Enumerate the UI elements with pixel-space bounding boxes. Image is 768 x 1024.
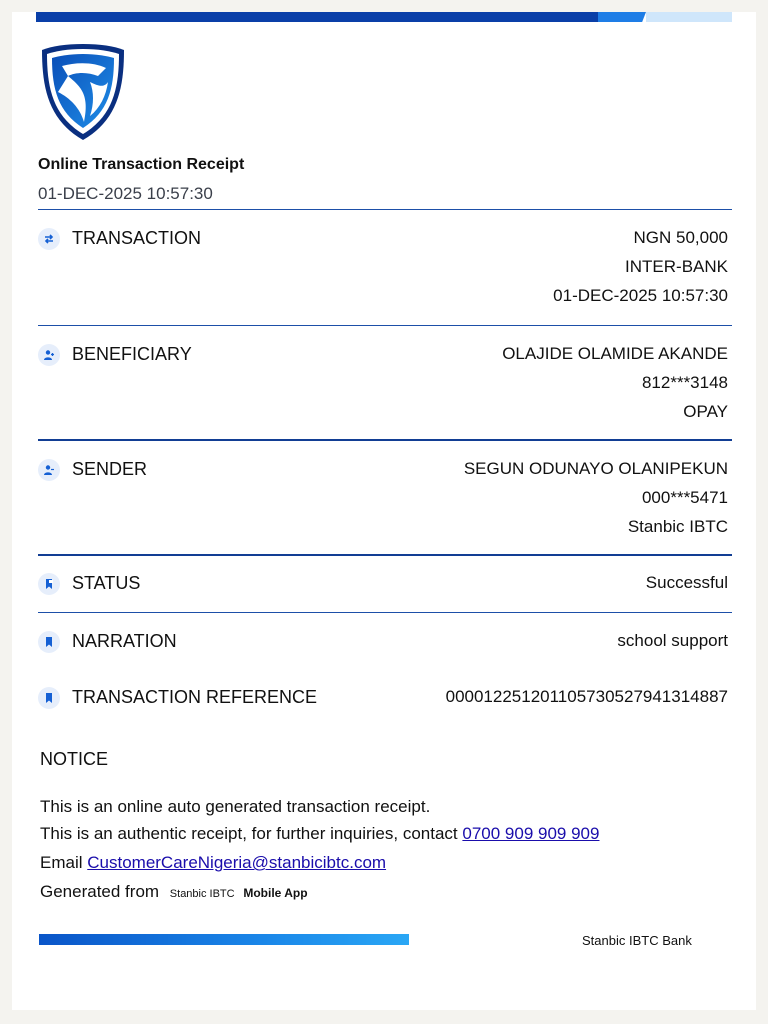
beneficiary-label: BENEFICIARY [72,344,192,364]
receipt-datetime: 01-DEC-2025 10:57:30 [38,184,213,203]
generated-prefix: Generated from [40,882,160,901]
footer-bank-name: Stanbic IBTC Bank [582,933,692,948]
generated-app: Mobile App [243,886,308,900]
beneficiary-name: OLAJIDE OLAMIDE AKANDE [502,344,728,363]
sender-bank: Stanbic IBTC [627,517,728,536]
generated-brand: Stanbic IBTC [169,888,235,900]
add-person-icon [38,344,60,366]
transaction-datetime: 01-DEC-2025 10:57:30 [553,286,728,305]
reference-value: 000012251201105730527941314887 [445,687,728,706]
divider [38,325,732,326]
beneficiary-account: 812***3148 [641,373,728,392]
transfer-arrows-icon [38,228,60,250]
stanbic-shield-logo [40,42,126,142]
notice-line-2 [40,824,599,844]
beneficiary-bank: OPAY [683,402,728,421]
sender-label: SENDER [72,459,148,479]
email-prefix: Email [40,853,83,872]
transaction-type: INTER-BANK [625,257,728,276]
receipt-title: Online Transaction Receipt [38,156,245,173]
flag-bookmark-icon [38,573,60,595]
top-accent-bar [36,12,732,22]
sender-details [464,454,728,541]
beneficiary-details [502,339,728,426]
narration-value: school support [617,631,728,650]
status-label: STATUS [72,573,141,593]
divider [38,554,732,556]
sender-name: SEGUN ODUNAYO OLANIPEKUN [463,459,728,478]
transaction-label: TRANSACTION [72,228,202,248]
sender-account: 000***5471 [641,488,728,507]
remove-person-icon [38,459,60,481]
transaction-amount: NGN 50,000 [633,228,728,247]
divider [38,612,732,613]
narration-label: NARRATION [72,631,177,651]
top-bar-light-segment [646,12,732,22]
status-value: Successful [645,573,728,592]
generated-from-line [40,882,308,902]
reference-label: TRANSACTION REFERENCE [72,687,318,707]
top-bar-mid-segment [598,12,646,22]
phone-link[interactable]: 0700 909 909 909 [462,824,600,843]
footer-accent-bar [39,934,409,945]
transaction-details [553,223,728,310]
email-link[interactable]: CustomerCareNigeria@stanbicibtc.com [87,853,387,872]
notice-title: NOTICE [40,749,109,769]
notice-email-line [40,853,386,873]
notice-line-1: This is an online auto generated transaction receipt. [40,797,431,816]
bookmark-icon [38,687,60,709]
receipt-card [12,12,756,1010]
notice-contact-prefix: This is an authentic receipt, for further inquiries, contact [40,824,458,843]
top-bar-dark-segment [36,12,598,22]
divider [38,439,732,441]
bookmark-icon [38,631,60,653]
divider [38,209,732,210]
